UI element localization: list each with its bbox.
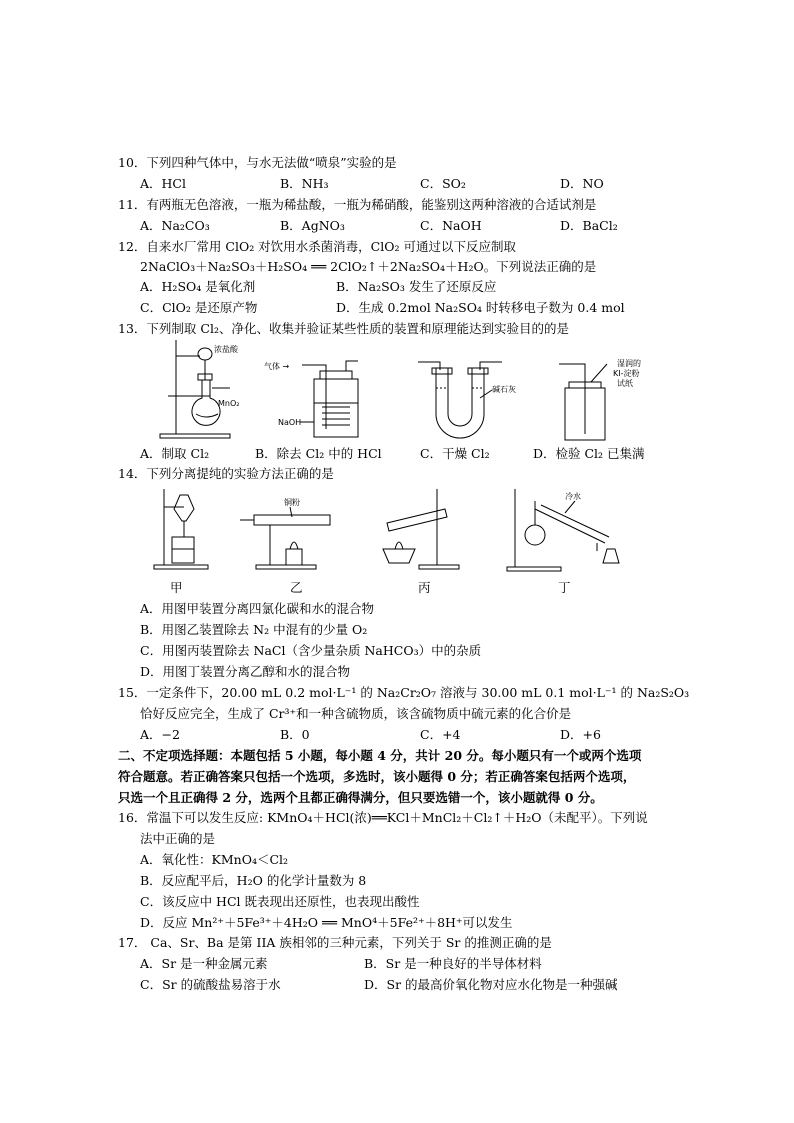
apparatus-cl2-generator xyxy=(150,338,240,440)
label-ki-2: KI-淀粉 xyxy=(613,369,640,378)
q15-option-c[interactable]: C．+4 xyxy=(420,727,461,742)
q17-stem: 17． Ca、Sr、Ba 是第 IIA 族相邻的三种元素，下列关于 Sr 的推测正确的是 xyxy=(118,935,552,950)
caption-a: 甲 xyxy=(170,580,183,595)
section2-line-2: 符合题意。若正确答案只包括一个选项，多选时，该小题得 0 分；若正确答案包括两个选项， xyxy=(118,769,636,784)
q14-option-c[interactable]: C．用图丙装置除去 NaCl（含少量杂质 NaHCO₃）中的杂质 xyxy=(140,643,482,658)
q12-option-b[interactable]: B．Na₂SO₃ 发生了还原反应 xyxy=(336,279,497,294)
label-gas-in: 气体 → xyxy=(264,362,290,371)
label-soda-lime: 碱石灰 xyxy=(492,385,516,394)
apparatus-evaporation xyxy=(375,487,465,572)
section2-line-3: 只选一个且正确得 2 分，选两个且都正确得满分，但只要选错一个，该小题就得 0 分。 xyxy=(118,790,603,805)
q10-option-c[interactable]: C．SO₂ xyxy=(420,176,466,191)
q12-option-d[interactable]: D．生成 0.2mol Na₂SO₄ 时转移电子数为 0.4 mol xyxy=(336,300,625,315)
apparatus-gas-jar xyxy=(555,358,655,443)
section2-line-1: 二、不定项选择题：本题包括 5 小题，每小题 4 分，共计 20 分。每小题只有一个或两个选项 xyxy=(118,748,642,763)
q17-option-a[interactable]: A．Sr 是一种金属元素 xyxy=(140,956,268,971)
q11-option-b[interactable]: B．AgNO₃ xyxy=(280,218,345,233)
label-copper-powder: 铜粉 xyxy=(284,498,300,507)
q10-option-a[interactable]: A．HCl xyxy=(140,176,186,191)
q12-option-c[interactable]: C．ClO₂ 是还原产物 xyxy=(140,300,258,315)
caption-c: 丙 xyxy=(418,580,431,595)
q15-option-a[interactable]: A．−2 xyxy=(140,727,180,742)
q10-option-b[interactable]: B．NH₃ xyxy=(280,176,329,191)
q10-option-d[interactable]: D．NO xyxy=(560,176,604,191)
q13-option-d[interactable]: D．检验 Cl₂ 已集满 xyxy=(533,446,645,461)
q15-stem: 15．一定条件下，20.00 mL 0.2 mol·L⁻¹ 的 Na₂Cr₂O₇ 溶液与 30.00 mL 0.1 mol·L⁻¹ 的 Na₂S₂O₃ xyxy=(118,685,690,700)
q16-option-a[interactable]: A．氧化性：KMnO₄＜Cl₂ xyxy=(140,852,289,867)
q15-stem-2: 恰好反应完全，生成了 Cr³⁺和一种含硫物质，该含硫物质中硫元素的化合价是 xyxy=(140,706,572,721)
q12-equation: 2NaClO₃＋Na₂SO₃＋H₂SO₄ ══ 2ClO₂↑＋2Na₂SO₄＋H₂O。下列说法正确的是 xyxy=(140,259,597,274)
label-naoh: NaOH xyxy=(278,418,302,427)
apparatus-u-tube xyxy=(410,358,530,443)
q13-option-c[interactable]: C．干燥 Cl₂ xyxy=(420,446,490,461)
q12-option-a[interactable]: A．H₂SO₄ 是氧化剂 xyxy=(140,279,256,294)
q11-option-a[interactable]: A．Na₂CO₃ xyxy=(140,218,210,233)
q14-option-d[interactable]: D．用图丁装置分离乙醇和水的混合物 xyxy=(140,664,351,679)
q16-stem: 16．常温下可以发生反应: KMnO₄＋HCl(浓)══KCl＋MnCl₂＋Cl₂↑＋H₂O（未配平）。下列说 xyxy=(118,810,648,825)
q11-option-d[interactable]: D．BaCl₂ xyxy=(560,218,618,233)
label-ki-1: 湿润的 xyxy=(617,359,641,368)
q11-option-c[interactable]: C．NaOH xyxy=(420,218,482,233)
q16-option-d[interactable]: D．反应 Mn²⁺＋5Fe³⁺＋4H₂O ══ MnO⁴＋5Fe²⁺＋8H⁺可以发生 xyxy=(140,915,513,930)
q13-stem: 13．下列制取 Cl₂、净化、收集并验证某些性质的装置和原理能达到实验目的的是 xyxy=(118,321,569,336)
q10-stem: 10．下列四种气体中，与水无法做“喷泉”实验的是 xyxy=(118,155,397,170)
caption-d: 丁 xyxy=(558,580,571,595)
label-cold-water: 冷水 xyxy=(565,492,581,501)
q16-stem-2: 法中正确的是 xyxy=(140,831,216,846)
q15-option-b[interactable]: B．0 xyxy=(280,727,310,742)
label-mno2: MnO₂ xyxy=(218,399,240,408)
apparatus-wash-bottle xyxy=(262,355,362,440)
q17-option-d[interactable]: D．Sr 的最高价氧化物对应水化物是一种强碱 xyxy=(364,977,618,992)
apparatus-heated-tube xyxy=(240,495,335,573)
q13-option-a[interactable]: A．制取 Cl₂ xyxy=(140,446,210,461)
label-conc-hcl: 浓盐酸 xyxy=(214,345,238,354)
apparatus-distillation xyxy=(505,487,625,575)
q13-option-b[interactable]: B．除去 Cl₂ 中的 HCl xyxy=(255,446,382,461)
q16-option-b[interactable]: B．反应配平后，H₂O 的化学计量数为 8 xyxy=(140,873,367,888)
q14-option-b[interactable]: B．用图乙装置除去 N₂ 中混有的少量 O₂ xyxy=(140,622,368,637)
label-ki-3: 试纸 xyxy=(617,379,633,388)
q17-option-c[interactable]: C．Sr 的硫酸盐易溶于水 xyxy=(140,977,281,992)
caption-b: 乙 xyxy=(290,580,303,595)
q14-stem: 14．下列分离提纯的实验方法正确的是 xyxy=(118,466,334,481)
q12-stem: 12．自来水厂常用 ClO₂ 对饮用水杀菌消毒，ClO₂ 可通过以下反应制取 xyxy=(118,239,516,254)
q15-option-d[interactable]: D．+6 xyxy=(560,727,601,742)
apparatus-separatory-funnel xyxy=(150,487,220,572)
q16-option-c[interactable]: C．该反应中 HCl 既表现出还原性，也表现出酸性 xyxy=(140,894,420,909)
q11-stem: 11．有两瓶无色溶液，一瓶为稀盐酸，一瓶为稀硝酸，能鉴别这两种溶液的合适试剂是 xyxy=(118,197,597,212)
q14-option-a[interactable]: A．用图甲装置分离四氯化碳和水的混合物 xyxy=(140,601,375,616)
q17-option-b[interactable]: B．Sr 是一种良好的半导体材料 xyxy=(364,956,542,971)
